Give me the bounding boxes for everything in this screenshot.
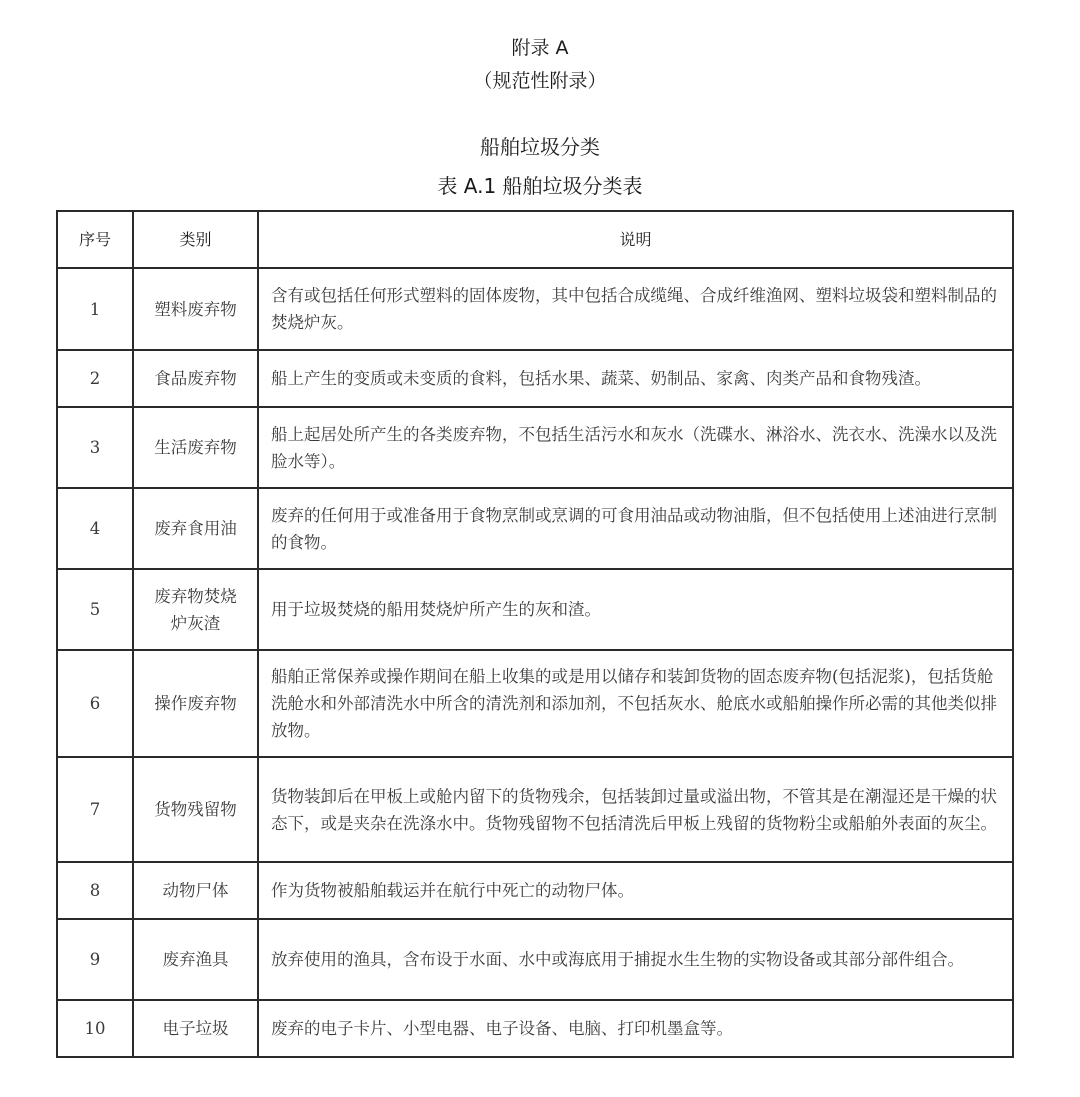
row-description: 用于垃圾焚烧的船用焚烧炉所产生的灰和渣。 bbox=[258, 569, 1013, 650]
row-description: 船舶正常保养或操作期间在船上收集的或是用以储存和装卸货物的固态废弃物(包括泥浆)，包括货舱洗舱水和外部清洗水中所含的清洗剂和添加剂，不包括灰水、舱底水或船舶操作所必需的其他类似排放物。 bbox=[258, 650, 1013, 757]
row-number: 9 bbox=[57, 919, 133, 1000]
row-category: 废弃食用油 bbox=[133, 488, 258, 569]
appendix-title: 附录 A bbox=[511, 37, 569, 59]
row-category: 生活废弃物 bbox=[133, 407, 258, 488]
table-row bbox=[57, 407, 1013, 488]
row-number: 4 bbox=[57, 488, 133, 569]
table-row bbox=[57, 757, 1013, 862]
row-description: 废弃的电子卡片、小型电器、电子设备、电脑、打印机墨盒等。 bbox=[258, 1000, 1013, 1057]
row-category: 废弃物焚烧炉灰渣 bbox=[133, 569, 258, 650]
table-row bbox=[57, 268, 1013, 350]
row-category: 操作废弃物 bbox=[133, 650, 258, 757]
table-row bbox=[57, 650, 1013, 757]
table-row bbox=[57, 488, 1013, 569]
row-number: 6 bbox=[57, 650, 133, 757]
section-title: 船舶垃圾分类 bbox=[480, 135, 600, 159]
row-number: 7 bbox=[57, 757, 133, 862]
row-number: 3 bbox=[57, 407, 133, 488]
table-header-row bbox=[57, 211, 1013, 268]
header-category: 类别 bbox=[133, 211, 258, 268]
row-description: 货物装卸后在甲板上或舱内留下的货物残余，包括装卸过量或溢出物，不管其是在潮湿还是干燥的状态下，或是夹杂在洗涤水中。货物残留物不包括清洗后甲板上残留的货物粉尘或船舶外表面的灰尘。 bbox=[258, 757, 1013, 862]
row-number: 1 bbox=[57, 268, 133, 350]
row-description: 船上产生的变质或未变质的食料，包括水果、蔬菜、奶制品、家禽、肉类产品和食物残渣。 bbox=[258, 350, 1013, 407]
row-description: 含有或包括任何形式塑料的固体废物，其中包括合成缆绳、合成纤维渔网、塑料垃圾袋和塑料制品的焚烧炉灰。 bbox=[258, 268, 1013, 350]
header-description: 说明 bbox=[258, 211, 1013, 268]
row-number: 10 bbox=[57, 1000, 133, 1057]
row-category: 动物尸体 bbox=[133, 862, 258, 919]
header-number: 序号 bbox=[57, 211, 133, 268]
row-description: 作为货物被船舶载运并在航行中死亡的动物尸体。 bbox=[258, 862, 1013, 919]
row-description: 废弃的任何用于或准备用于食物烹制或烹调的可食用油品或动物油脂，但不包括使用上述油进行烹制的食物。 bbox=[258, 488, 1013, 569]
table-row bbox=[57, 919, 1013, 1000]
row-description: 船上起居处所产生的各类废弃物，不包括生活污水和灰水（洗碟水、淋浴水、洗衣水、洗澡水以及洗脸水等）。 bbox=[258, 407, 1013, 488]
table-row bbox=[57, 862, 1013, 919]
row-number: 2 bbox=[57, 350, 133, 407]
row-category: 食品废弃物 bbox=[133, 350, 258, 407]
row-category: 电子垃圾 bbox=[133, 1000, 258, 1057]
table-row bbox=[57, 569, 1013, 650]
row-category: 塑料废弃物 bbox=[133, 268, 258, 350]
row-number: 5 bbox=[57, 569, 133, 650]
table-row bbox=[57, 1000, 1013, 1057]
row-category: 货物残留物 bbox=[133, 757, 258, 862]
row-description: 放弃使用的渔具，含布设于水面、水中或海底用于捕捉水生生物的实物设备或其部分部件组合。 bbox=[258, 919, 1013, 1000]
row-category: 废弃渔具 bbox=[133, 919, 258, 1000]
waste-classification-table bbox=[56, 210, 1014, 1058]
row-number: 8 bbox=[57, 862, 133, 919]
table-caption: 表 A.1 船舶垃圾分类表 bbox=[437, 174, 643, 198]
appendix-type: （规范性附录） bbox=[473, 70, 607, 92]
table-row bbox=[57, 350, 1013, 407]
